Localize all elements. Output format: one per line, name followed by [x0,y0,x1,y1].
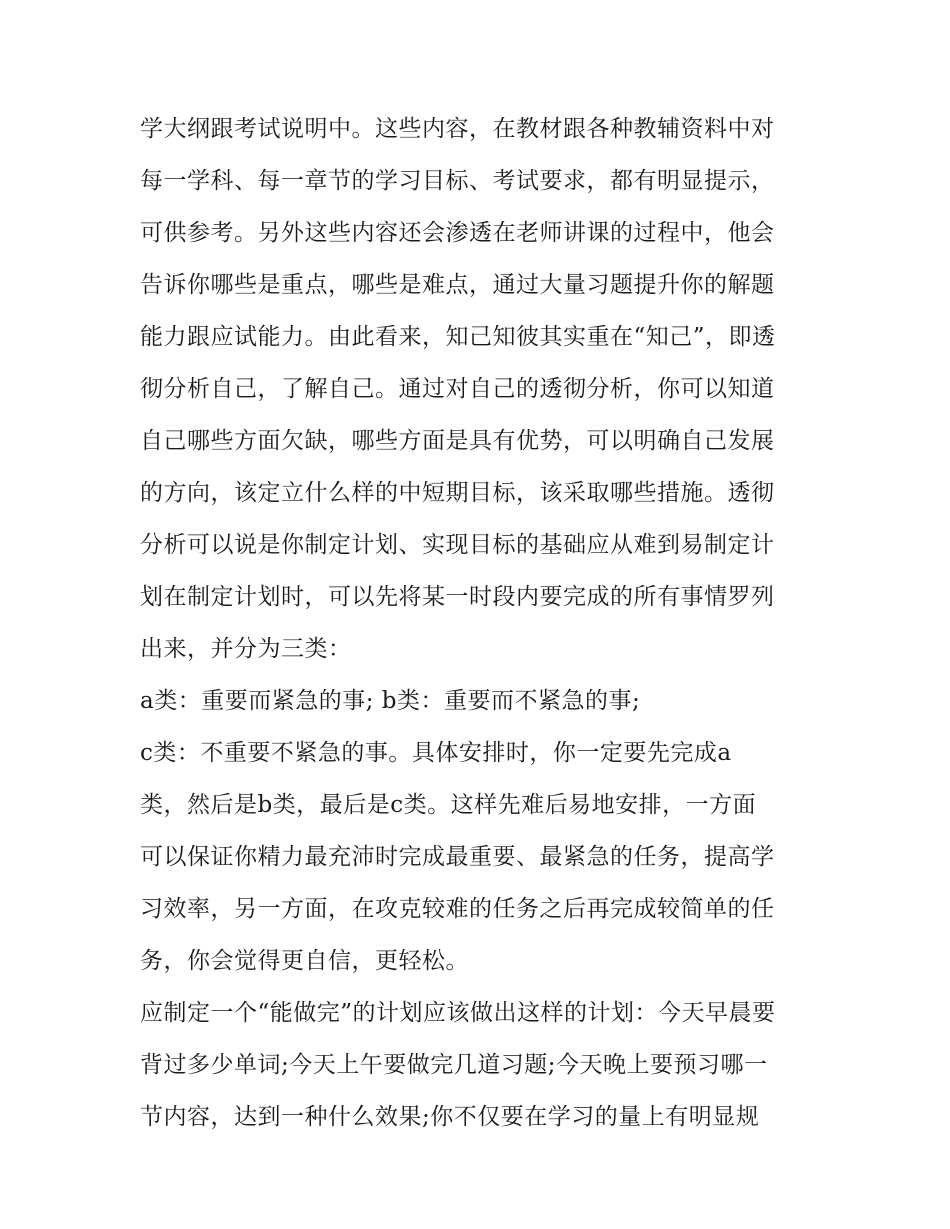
text-line: 务，你会觉得更自信，更轻松。 [140,948,469,974]
text-line: 分析可以说是你制定计划、实现目标的基础应从难到易制定计 [140,532,775,558]
text-line: 每一学科、每一章节的学习目标、考试要求，都有明显提示， [140,168,775,194]
text-line: 彻分析自己，了解自己。通过对自己的透彻分析，你可以知道 [140,376,775,402]
text-line: 可供参考。另外这些内容还会渗透在老师讲课的过程中，他会 [140,220,775,246]
text-line: 背过多少单词;今天上午要做完几道习题;今天晚上要预习哪一 [140,1052,768,1078]
text-line: 告诉你哪些是重点，哪些是难点，通过大量习题提升你的解题 [140,272,775,298]
text-line: 类，然后是b类，最后是c类。这样先难后易地安排，一方面 [140,792,757,818]
text-line: 习效率，另一方面，在攻克较难的任务之后再完成较简单的任 [140,896,775,922]
text-line: 出来，并分为三类： [140,636,352,662]
text-line: 的方向，该定立什么样的中短期目标，该采取哪些措施。透彻 [140,480,775,506]
text-line: 划在制定计划时，可以先将某一时段内要完成的所有事情罗列 [140,584,775,610]
text-line: 学大纲跟考试说明中。这些内容，在教材跟各种教辅资料中对 [140,116,775,142]
text-line: 可以保证你精力最充沛时完成最重要、最紧急的任务，提高学 [140,844,775,870]
text-line: 自己哪些方面欠缺，哪些方面是具有优势，可以明确自己发展 [140,428,775,454]
text-line: 能力跟应试能力。由此看来，知己知彼其实重在“知己”，即透 [140,324,776,350]
text-line: 应制定一个“能做完”的计划应该做出这样的计划：今天早晨要 [140,1000,776,1026]
document-body [140,103,820,1143]
text-line: 节内容，达到一种什么效果;你不仅要在学习的量上有明显规 [140,1104,760,1130]
text-line: a类：重要而紧急的事; b类：重要而不紧急的事; [140,688,641,714]
text-line: c类：不重要不紧急的事。具体安排时，你一定要先完成a [140,740,732,766]
